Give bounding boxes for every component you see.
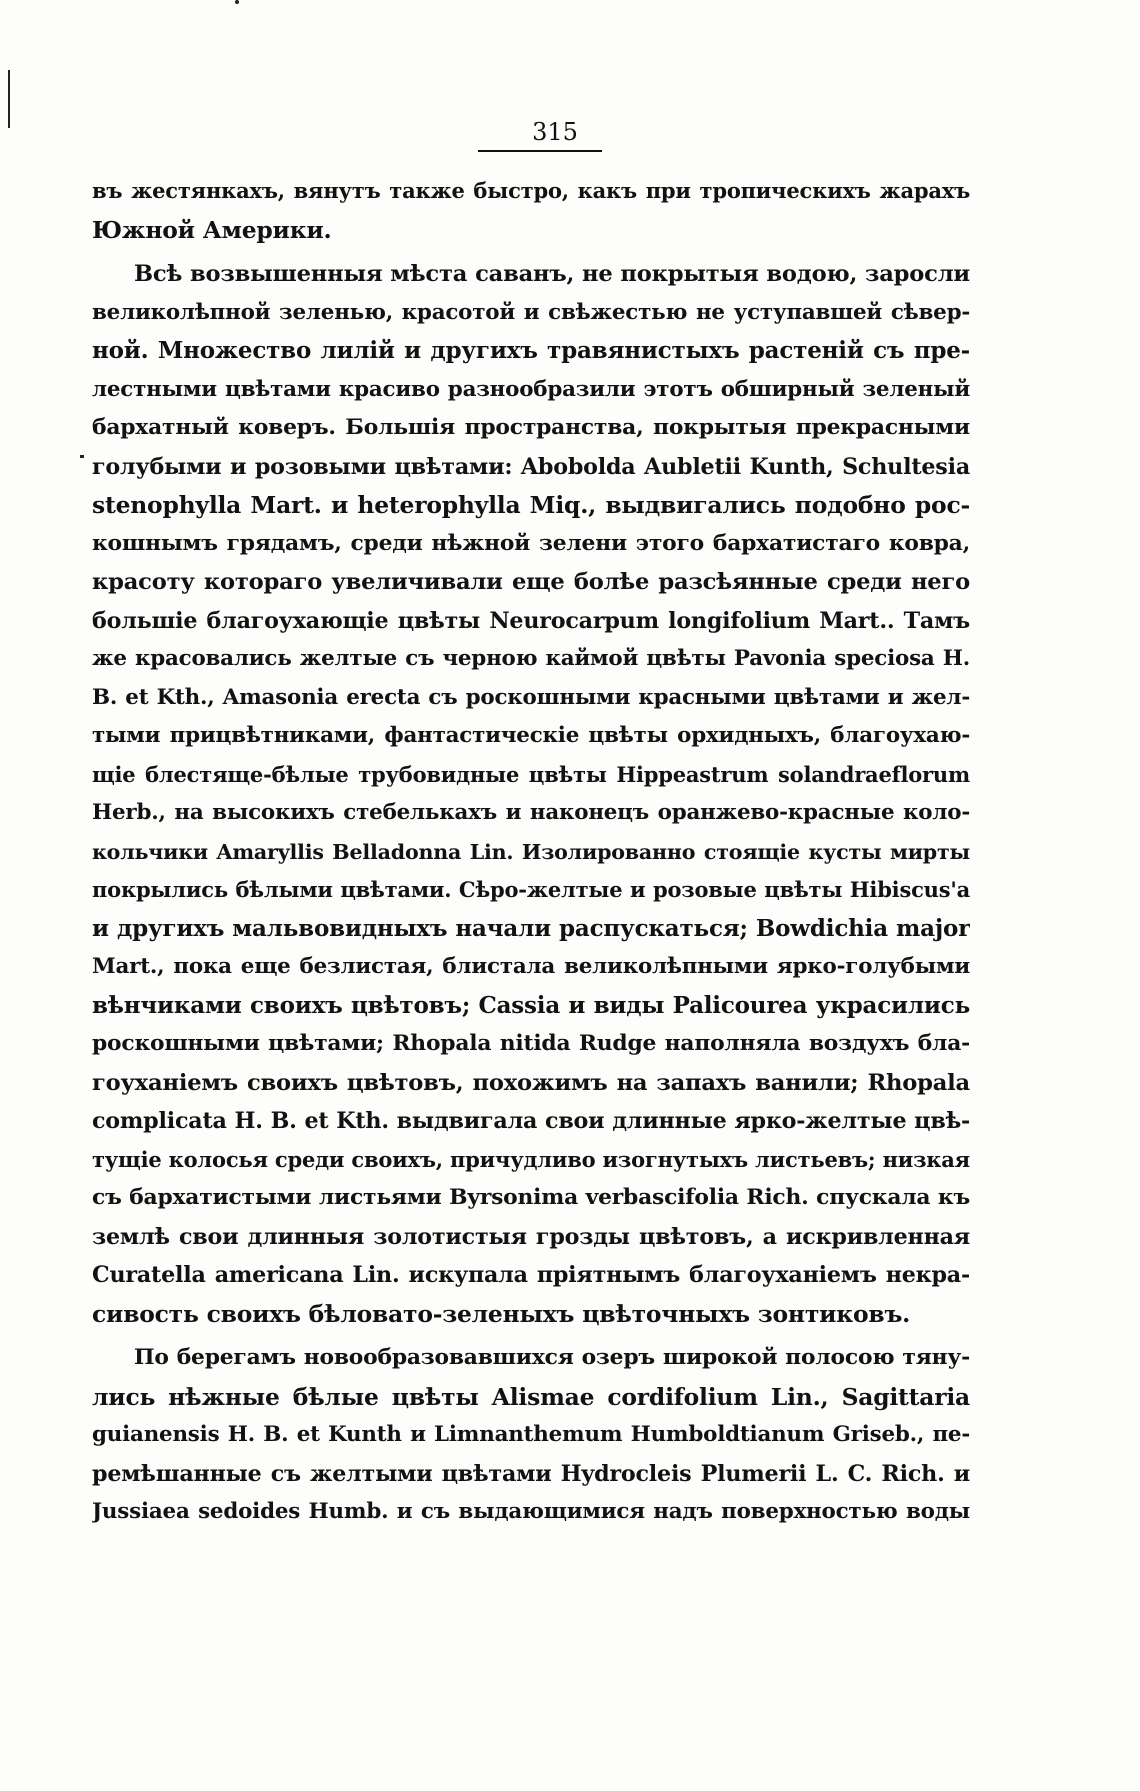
text-line: тыми прицвѣтниками, фантастическіе цвѣты орхидныхъ, благоухаю- <box>92 723 970 748</box>
text-line: Jussiaea sedoides Humb. и съ выдающимися надъ поверхностью воды <box>92 1499 970 1524</box>
text-line: guianensis H. B. et Kunth и Limnanthemum Humboldtianum Griseb., пе- <box>92 1422 970 1447</box>
text-line: покрылись бѣлыми цвѣтами. Сѣро-желтые и розовые цвѣты Hibiscus'a <box>92 877 970 902</box>
text-line: большіе благоухающіе цвѣты Neurocarpum longifolium Mart.. Тамъ <box>92 607 970 634</box>
text-line: Южной Америки. <box>92 215 332 244</box>
text-line: бархатный коверъ. Большія пространства, покрытыя прекрасными <box>92 415 970 440</box>
text-line: Curatella americana Lin. искупала пріятнымъ благоуханіемъ некра- <box>92 1262 970 1288</box>
print-speck <box>235 0 239 4</box>
paragraph <box>92 1339 970 1532</box>
margin-mark <box>80 455 84 458</box>
text-line: B. et Kth., Amasonia erecta съ роскошными красными цвѣтами и жел- <box>92 684 970 710</box>
text-line: лись нѣжные бѣлые цвѣты Alismae cordifolium Lin., Sagittaria <box>92 1382 970 1411</box>
binding-edge-mark <box>8 70 10 128</box>
text-line: вѣнчиками своихъ цвѣтовъ; Cassia и виды Palicourea украсились <box>92 991 970 1019</box>
text-line: кошнымъ грядамъ, среди нѣжной зелени этого бархатистаго ковра, <box>92 530 970 556</box>
text-line: щіе блестяще-бѣлые трубовидные цвѣты Hippeastrum solandraeflorum <box>92 761 970 787</box>
text-line: complicata H. B. et Kth. выдвигала свои длинные ярко-желтые цвѣ- <box>92 1108 970 1134</box>
text-line: роскошными цвѣтами; Rhopala nitida Rudge наполняла воздухъ бла- <box>92 1031 970 1056</box>
text-line: лестными цвѣтами красиво разнообразили этотъ обширный зеленый <box>92 376 970 402</box>
text-line: По берегамъ новообразовавшихся озеръ широкой полосою тяну- <box>134 1345 970 1370</box>
text-line: голубыми и розовыми цвѣтами: Abobolda Aubletii Kunth, Schultesia <box>92 453 970 480</box>
text-line: же красовались желтые съ черною каймой цвѣты Pavonia speciosa H. <box>92 646 970 671</box>
page-number-rule <box>478 150 602 152</box>
text-line: красоту котораго увеличивали еще болѣе разсѣянные среди него <box>92 569 970 595</box>
body-text <box>92 172 970 1532</box>
text-line: землѣ свои длинныя золотистыя грозды цвѣтовъ, а искривленная <box>92 1223 970 1250</box>
text-line: ной. Множество лилій и другихъ травянистыхъ растеній съ пре- <box>92 337 970 364</box>
text-line: съ бархатистыми листьями Byrsonima verbascifolia Rich. спускала къ <box>92 1185 970 1210</box>
text-line: stenophylla Mart. и heterophylla Miq., выдвигались подобно рос- <box>92 491 970 519</box>
text-line: гоуханіемъ своихъ цвѣтовъ, похожимъ на запахъ ванили; Rhopala <box>92 1069 970 1096</box>
text-line: сивость своихъ бѣловато-зеленыхъ цвѣточныхъ зонтиковъ. <box>92 1299 911 1328</box>
text-line: великолѣпной зеленью, красотой и свѣжестью не уступавшей сѣвер- <box>92 299 970 325</box>
paragraph <box>92 172 970 249</box>
paragraph <box>92 255 970 1333</box>
text-line: и другихъ мальвовидныхъ начали распускаться; Bowdichia major <box>92 914 970 942</box>
text-line: кольчики Amaryllis Belladonna Lin. Изолированно стоящіе кусты мирты <box>92 839 970 864</box>
text-line: въ жестянкахъ, вянутъ также быстро, какъ при тропическихъ жарахъ <box>92 178 970 203</box>
text-line: Всѣ возвышенныя мѣста саванъ, не покрытыя водою, заросли <box>134 261 970 287</box>
page-number: 315 <box>532 118 578 146</box>
text-line: Mart., пока еще безлистая, блистала великолѣпными ярко-голубыми <box>92 954 970 979</box>
text-line: ремѣшанные съ желтыми цвѣтами Hydrocleis Plumerii L. C. Rich. и <box>92 1460 970 1487</box>
text-line: Herb., на высокихъ стебелькахъ и наконецъ оранжево-красные коло- <box>92 800 970 825</box>
text-line: тущіе колосья среди своихъ, причудливо изогнутыхъ листьевъ; низкая <box>92 1146 970 1172</box>
